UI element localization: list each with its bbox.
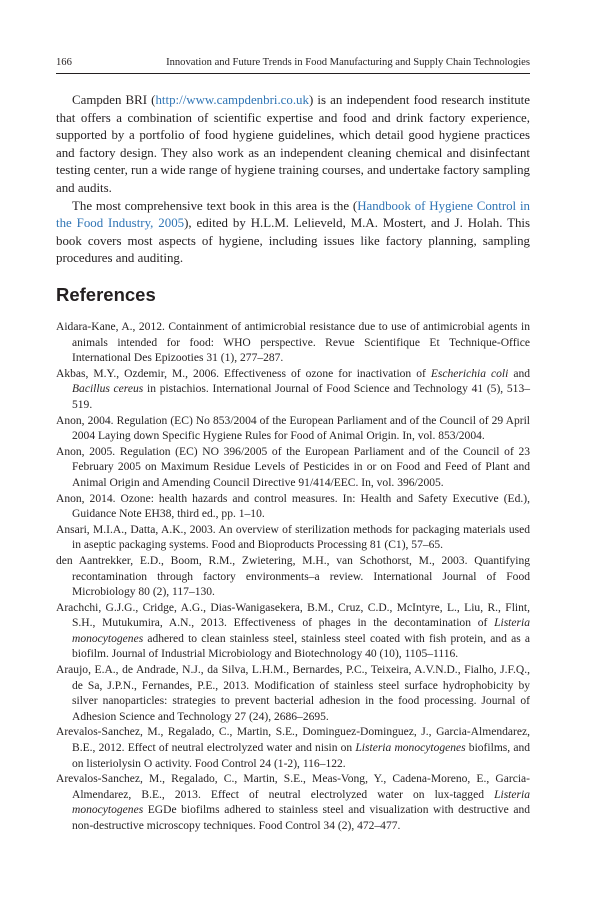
reference-text: Anon, 2014. Ozone: health hazards and control measures. In: Health and Safety Executive (Ed.), Guidance Note EH38, third ed., pp. 1–10. <box>56 492 530 521</box>
reference-text: Arachchi, G.J.G., Cridge, A.G., Dias-Wanigasekera, B.M., Cruz, C.D., McIntyre, L., Liu, R., Flint, S.H., Mutukumira, A.N., 2013. Effectiveness of phages in the decontamination of <box>56 601 530 630</box>
species-name: Listeria monocytogenes <box>72 617 530 645</box>
header-rule <box>56 73 530 74</box>
campden-link[interactable]: http://www.campdenbri.co.uk <box>155 93 309 107</box>
reference-text: Ansari, M.I.A., Datta, A.K., 2003. An overview of sterilization methods for packaging materials used in aseptic packaging systems. Food and Bioproducts Processing 81 (C1), 57–65. <box>56 523 530 552</box>
reference-text: Arevalos-Sanchez, M., Regalado, C., Martin, S.E., Dominguez-Dominguez, J., Garcia-Almendarez, B.E., 2012. Effect of neutral electrolyzed water and nisin on <box>56 726 530 755</box>
reference-text: and <box>508 367 531 380</box>
species-name: Bacillus cereus <box>72 383 144 396</box>
reference-text: in pistachios. International Journal of Food Science and Technology 41 (5), 513–519. <box>72 383 531 411</box>
reference-item <box>56 601 530 663</box>
reference-text: Arevalos-Sanchez, M., Regalado, C., Martin, S.E., Meas-Vong, Y., Cadena-Moreno, E., Garcia-Almendarez, B.E., 2013. Effect of neutral electrolyzed water on lux-tagged <box>56 773 530 801</box>
running-header <box>56 56 530 72</box>
reference-text: Aidara-Kane, A., 2012. Containment of antimicrobial resistance due to use of antimicrobial agents in animals intended for food: WHO perspective. Revue Scientifique Et Technique-Office International Des Epizooties 31 (1), 277–287. <box>56 321 530 365</box>
reference-item <box>56 725 530 772</box>
reference-text: Araujo, E.A., de Andrade, N.J., da Silva, L.H.M., Bernardes, P.C., Teixeira, A.V.N.D., Fialho, J.F.Q., de Sa, J.P.N., Fernandes, P.E., 2013. Modification of stainless steel surface hydrophobicity by silver nanoparticles: strategies to prevent bacterial adhesion in the food processing. Journal of Adhesion Science and Technology 27 (24), 2686–2695. <box>56 664 530 723</box>
reference-item <box>56 445 530 492</box>
paragraph-text: The most comprehensive text book in this area is the ( <box>72 198 358 213</box>
species-name: Listeria monocytogenes <box>72 788 530 817</box>
paragraph-campden <box>56 92 530 198</box>
paragraph-text: ) is an independent food research institute that offers a combination of scientific expertise and food and drink factory experience, supported by a portfolio of food hygiene guidelines, which detail good hygiene practices and factory design. They also work as an independent cleaning chemical and disinfectant testing center, run a wide range of hygiene training courses, and undertake factory sampling and audits. <box>56 93 530 195</box>
reference-text: EGDe biofilms adhered to stainless steel and visualization with destructive and non-destructive microscopy techniques. Food Control 34 (2), 472–477. <box>72 804 530 832</box>
reference-item <box>56 414 530 445</box>
reference-item <box>56 523 530 554</box>
handbook-citation-link[interactable]: Handbook of Hygiene Control in the Food Industry, 2005 <box>56 198 530 231</box>
reference-text: den Aantrekker, E.D., Boom, R.M., Zwietering, M.H., van Schothorst, M., 2003. Quantifying recontamination through factory environments–a review. International Journal of Food Microbiology 80 (2), 117–130. <box>56 554 530 599</box>
reference-item <box>56 554 530 601</box>
running-title: Innovation and Future Trends in Food Manufacturing and Supply Chain Technologies <box>166 57 530 68</box>
reference-item <box>56 492 530 523</box>
reference-item <box>56 367 530 414</box>
reference-text: Akbas, M.Y., Ozdemir, M., 2006. Effectiveness of ozone for inactivation of <box>56 367 431 380</box>
paragraph-text: ), edited by H.L.M. Lelieveld, M.A. Mostert, and J. Holah. This book covers most aspects of hygiene, including issues like factory planning, sampling procedures and auditing. <box>56 216 530 266</box>
reference-text: adhered to clean stainless steel, stainless steel coated with fish protein, and as a biofilm. Journal of Industrial Microbiology and Biotechnology 40 (10), 1105–1116. <box>72 632 530 661</box>
reference-list <box>56 320 530 835</box>
references-heading: References <box>56 284 156 305</box>
body-text <box>56 92 530 268</box>
reference-item <box>56 320 530 367</box>
page-number: 166 <box>56 57 72 68</box>
paragraph-text: Campden BRI ( <box>72 93 156 107</box>
reference-text: biofilms, and on listeriolysin O activity. Food Control 24 (1-2), 116–122. <box>72 742 531 770</box>
species-name: Escherichia coli <box>430 367 509 380</box>
paragraph-handbook <box>56 198 530 268</box>
reference-item <box>56 663 530 725</box>
reference-text: Anon, 2005. Regulation (EC) NO 396/2005 of the European Parliament and of the Council of 23 February 2005 on Maximum Residue Levels of Pesticides in or on Food and Feed of Plant and Animal Origin and Amending Council Directive 91/414/EEC. In, vol. 396/2005. <box>56 445 530 489</box>
reference-text: Anon, 2004. Regulation (EC) No 853/2004 of the European Parliament and of the Council of 29 April 2004 Laying down Specific Hygiene Rules for Food of Animal Origin. In, vol. 853/2004. <box>56 414 530 443</box>
reference-item <box>56 772 530 834</box>
species-name: Listeria monocytogenes <box>355 742 466 755</box>
